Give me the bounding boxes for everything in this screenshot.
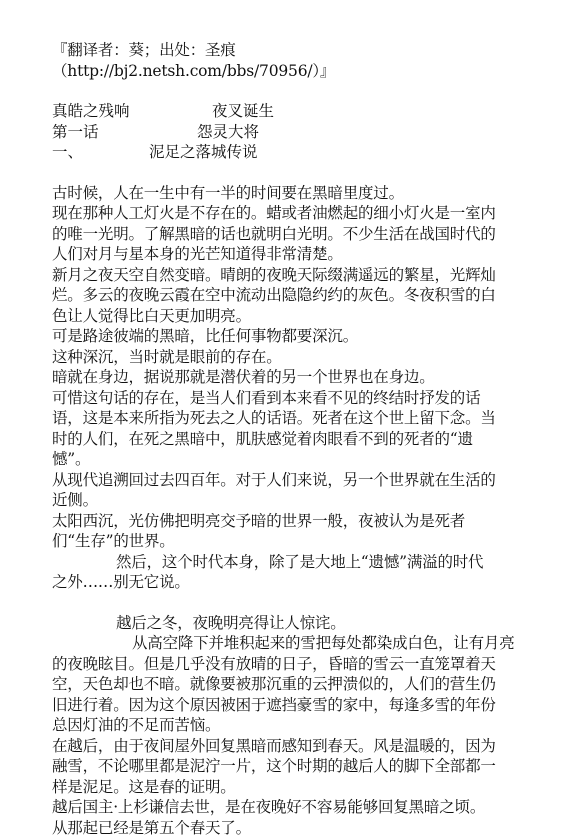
body-line: 越后国主·上杉谦信去世，是在夜晚好不容易能够回复黑暗之顷。	[52, 797, 542, 818]
source-url-line: （http://bj2.netsh.com/bbs/70956/）』	[52, 61, 542, 82]
body-line: 旧进行着。因为这个原因被困于遮挡豪雪的家中，每逢多雪的年份	[52, 695, 542, 716]
body-line: 色让人觉得比白天更加明亮。	[52, 306, 542, 327]
body-line: 烂。多云的夜晚云霞在空中流动出隐隐约约的灰色。冬夜积雪的白	[52, 285, 542, 306]
body-text-part-1	[52, 183, 542, 593]
body-line: 憾”。	[52, 449, 542, 470]
section-title-row	[52, 142, 542, 163]
body-line: 暗就在身边，据说那就是潜伏着的另一个世界也在身边。	[52, 367, 542, 388]
translator-credit-line: 『翻译者：葵；出处：圣痕	[52, 40, 542, 61]
body-line: 们“生存”的世界。	[52, 531, 542, 552]
body-line-indented: 越后之冬，夜晚明亮得让人惊诧。	[52, 613, 542, 634]
body-line: 近侧。	[52, 490, 542, 511]
body-line: 在越后，由于夜间屋外回复黑暗而感知到春天。风是温暖的，因为	[52, 736, 542, 757]
chapter-number: 第一话	[52, 122, 197, 143]
chapter-title-row	[52, 122, 542, 143]
body-line-indented: 从高空降下并堆积起来的雪把每处都染成白色，让有月亮	[52, 633, 542, 654]
body-line: 的夜晚眩目。但是几乎没有放晴的日子，昏暗的雪云一直笼罩着天	[52, 654, 542, 675]
body-line: 太阳西沉，光仿佛把明亮交予暗的世界一般，夜被认为是死者	[52, 511, 542, 532]
body-line-indented: 然后，这个时代本身，除了是大地上“遗憾”满溢的时代	[52, 552, 542, 573]
chapter-title: 怨灵大将	[197, 122, 259, 143]
body-line: 语，这是本来所指为死去之人的话语。死者在这个世上留下念。当	[52, 408, 542, 429]
body-line: 从那起已经是第五个春天了。	[52, 818, 542, 838]
document-page	[52, 40, 542, 838]
series-title-row	[52, 101, 542, 122]
body-line: 空，天色却也不暗。就像要被那沉重的云押溃似的，人们的营生仍	[52, 674, 542, 695]
series-subtitle: 夜叉诞生	[212, 101, 274, 122]
body-line: 的唯一光明。了解黑暗的话也就明白光明。不少生活在战国时代的	[52, 224, 542, 245]
section-title: 泥足之落城传说	[149, 142, 258, 163]
body-line: 从现代追溯回过去四百年。对于人们来说，另一个世界就在生活的	[52, 470, 542, 491]
body-line: 总因灯油的不足而苦恼。	[52, 715, 542, 736]
body-text-part-2	[52, 613, 542, 838]
body-line: 样是泥足。这是春的证明。	[52, 777, 542, 798]
section-number: 一、	[52, 142, 149, 163]
body-line: 人们对月与星本身的光芒知道得非常清楚。	[52, 244, 542, 265]
body-line: 时的人们，在死之黑暗中，肌肤感觉着肉眼看不到的死者的“遗	[52, 429, 542, 450]
series-title: 真皓之残响	[52, 101, 212, 122]
body-line: 可惜这句话的存在，是当人们看到本来看不见的终结时抒发的话	[52, 388, 542, 409]
body-line: 新月之夜天空自然变暗。晴朗的夜晚天际缀满遥远的繁星，光辉灿	[52, 265, 542, 286]
body-line: 之外……别无它说。	[52, 572, 542, 593]
body-line: 古时候，人在一生中有一半的时间要在黑暗里度过。	[52, 183, 542, 204]
body-line: 可是路途彼端的黑暗，比任何事物都要深沉。	[52, 326, 542, 347]
body-line: 融雪，不论哪里都是泥泞一片，这个时期的越后人的脚下全部都一	[52, 756, 542, 777]
body-line: 现在那种人工灯火是不存在的。蜡或者油燃起的细小灯火是一室内	[52, 203, 542, 224]
body-line: 这种深沉，当时就是眼前的存在。	[52, 347, 542, 368]
